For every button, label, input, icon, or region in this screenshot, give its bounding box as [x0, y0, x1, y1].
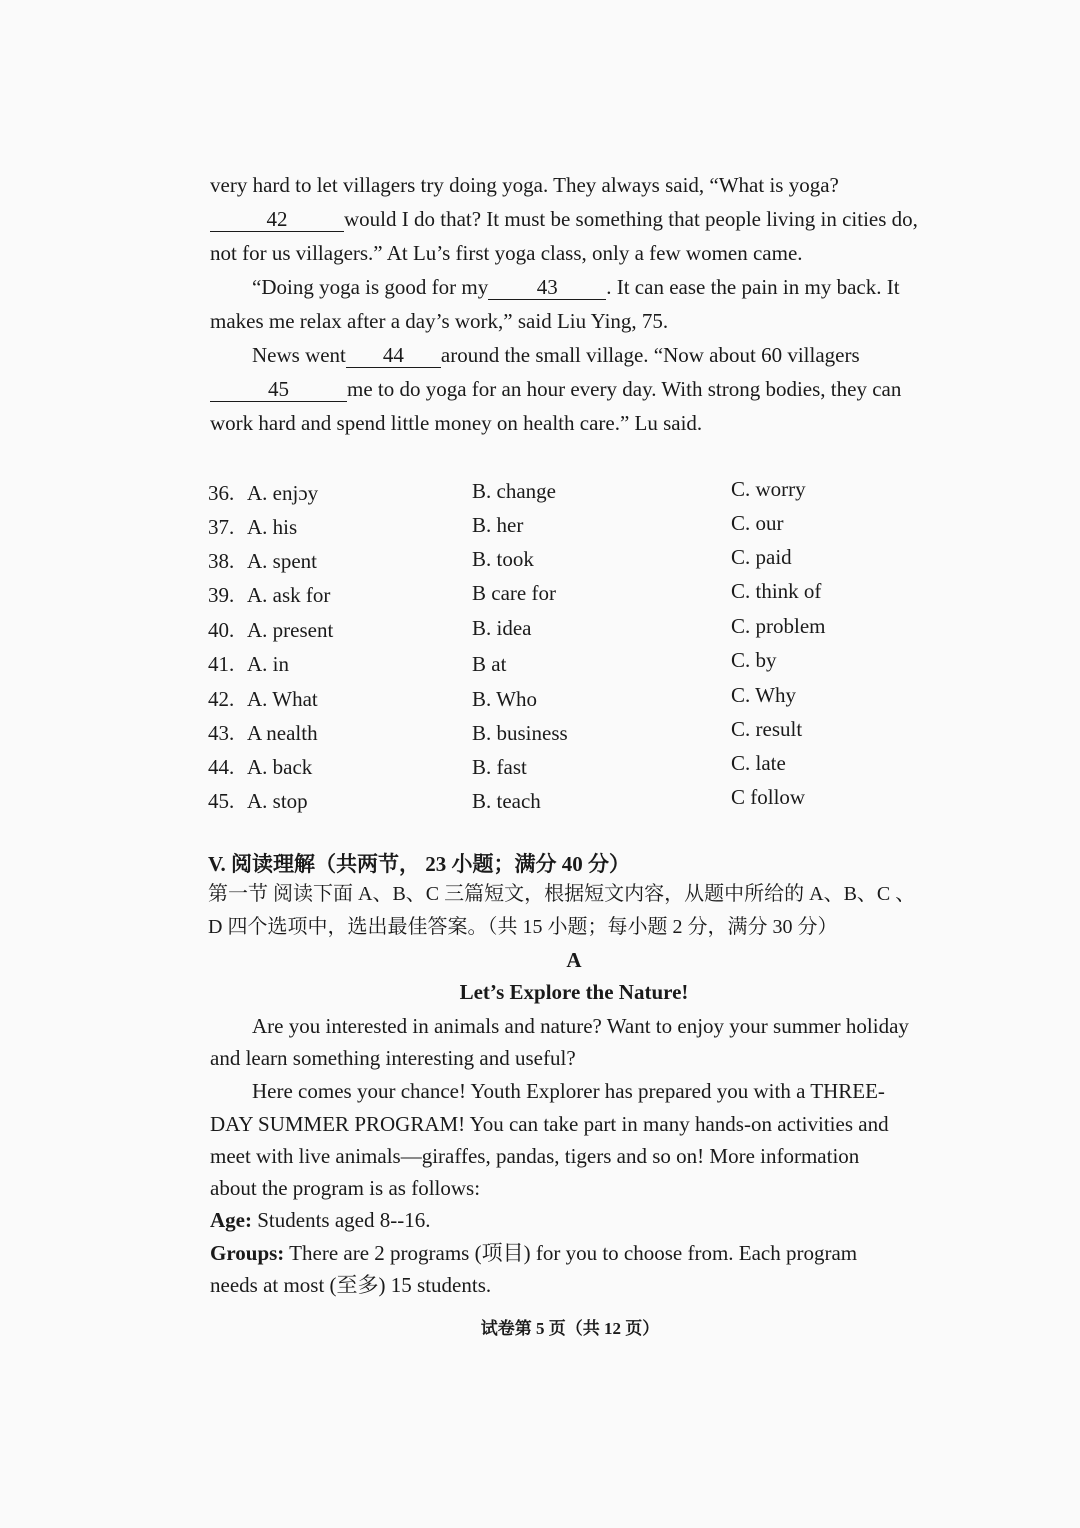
- article-p1-line-2: and learn something interesting and useful?: [210, 1046, 576, 1070]
- article-p2-line-3: meet with live animals—giraffes, pandas, tigers and so on! More information: [210, 1144, 860, 1168]
- passage-line-2: [210, 205, 918, 233]
- option-c: C. worry: [731, 477, 806, 501]
- article-p2-line-4: about the program is as follows:: [210, 1176, 481, 1200]
- option-num: 42.: [208, 687, 235, 711]
- passage-line-3: not for us villagers.” At Lu’s first yoga class, only a few women came.: [210, 241, 803, 265]
- option-b: B at: [472, 652, 507, 676]
- option-num: 43.: [208, 721, 235, 745]
- passage-line-6: [252, 341, 860, 369]
- option-a: A. stop: [247, 789, 308, 813]
- groups-text: There are 2 programs (项目) for you to choose from. Each program: [284, 1241, 858, 1265]
- passage-line-6-start: News went: [252, 343, 346, 367]
- option-c: C. paid: [731, 545, 792, 569]
- option-a: A nealth: [247, 721, 318, 745]
- passage-line-6-end: around the small village. “Now about 60 villagers: [440, 343, 860, 367]
- passage-line-4-start: “Doing yoga is good for my: [252, 275, 489, 299]
- option-c: C. problem: [731, 614, 826, 638]
- passage-line-4-end: . It can ease the pain in my back. It: [606, 275, 900, 299]
- age-text: Students aged 8--16.: [251, 1208, 431, 1232]
- option-b: B. teach: [472, 789, 541, 813]
- option-b: B. Who: [472, 687, 537, 711]
- passage-line-8: work hard and spend little money on health care.” Lu said.: [210, 411, 703, 435]
- option-a: A. What: [247, 687, 318, 711]
- passage-line-1: very hard to let villagers try doing yoga. They always said, “What is yoga?: [210, 173, 839, 197]
- option-b: B. idea: [472, 616, 532, 640]
- option-num: 37.: [208, 515, 235, 539]
- option-c: C. think of: [731, 579, 822, 603]
- option-num: 36.: [208, 481, 235, 505]
- option-a: A. spent: [247, 549, 317, 573]
- passage-line-7: [210, 375, 901, 403]
- option-a: A. his: [247, 515, 298, 539]
- passage-line-5: makes me relax after a day’s work,” said Liu Ying, 75.: [210, 309, 669, 333]
- section-title: V. 阅读理解（共两节， 23 小题；满分 40 分）: [208, 852, 630, 876]
- option-b: B. her: [472, 513, 524, 537]
- option-num: 45.: [208, 789, 235, 813]
- option-c: C. late: [731, 751, 786, 775]
- article-p1-line-1: Are you interested in animals and nature? Want to enjoy your summer holiday: [252, 1014, 909, 1038]
- article-groups-line-2: needs at most (至多) 15 students.: [210, 1273, 492, 1297]
- option-b: B. business: [472, 721, 568, 745]
- option-num: 40.: [208, 618, 235, 642]
- article-p2-line-1: Here comes your chance! Youth Explorer has prepared you with a THREE-: [252, 1079, 885, 1103]
- option-c: C follow: [731, 785, 806, 809]
- option-num: 41.: [208, 652, 235, 676]
- passage-line-7-text: me to do yoga for an hour every day. With strong bodies, they can: [347, 377, 902, 401]
- article-title: Let’s Explore the Nature!: [459, 980, 689, 1004]
- option-c: C. Why: [731, 683, 796, 707]
- option-a: A. ask for: [247, 583, 331, 607]
- passage-line-4: [252, 273, 900, 301]
- article-age-line: [210, 1206, 430, 1234]
- option-b: B. took: [472, 547, 534, 571]
- option-c: C. result: [731, 717, 803, 741]
- blank-42: 42: [210, 207, 344, 232]
- option-num: 38.: [208, 549, 235, 573]
- article-p2-line-2: DAY SUMMER PROGRAM! You can take part in many hands-on activities and: [210, 1112, 889, 1136]
- blank-44: 44: [346, 343, 441, 368]
- article-groups-line: [210, 1239, 857, 1267]
- passage-line-2-text: would I do that? It must be something that people living in cities do,: [344, 207, 918, 231]
- option-num: 44.: [208, 755, 235, 779]
- option-b: B. fast: [472, 755, 527, 779]
- option-a: A. in: [247, 652, 289, 676]
- option-c: C. by: [731, 648, 777, 672]
- option-a: A. enjɔy: [247, 481, 319, 505]
- blank-43: 43: [488, 275, 606, 300]
- option-a: A. present: [247, 618, 334, 642]
- groups-label: Groups:: [210, 1241, 285, 1265]
- age-label: Age:: [210, 1208, 252, 1232]
- option-b: B care for: [472, 581, 556, 605]
- section-instruction-2: D 四个选项中，选出最佳答案。（共 15 小题；每小题 2 分，满分 30 分）: [208, 916, 838, 938]
- option-b: B. change: [472, 479, 556, 503]
- option-a: A. back: [247, 755, 313, 779]
- section-instruction-1: 第一节 阅读下面 A、B、C 三篇短文，根据短文内容，从题中所给的 A、B、C 、: [208, 883, 916, 905]
- page-footer: 试卷第 5 页（共 12 页）: [480, 1319, 660, 1338]
- blank-45: 45: [210, 377, 347, 402]
- option-c: C. our: [731, 511, 784, 535]
- article-letter: A: [566, 948, 582, 972]
- option-num: 39.: [208, 583, 235, 607]
